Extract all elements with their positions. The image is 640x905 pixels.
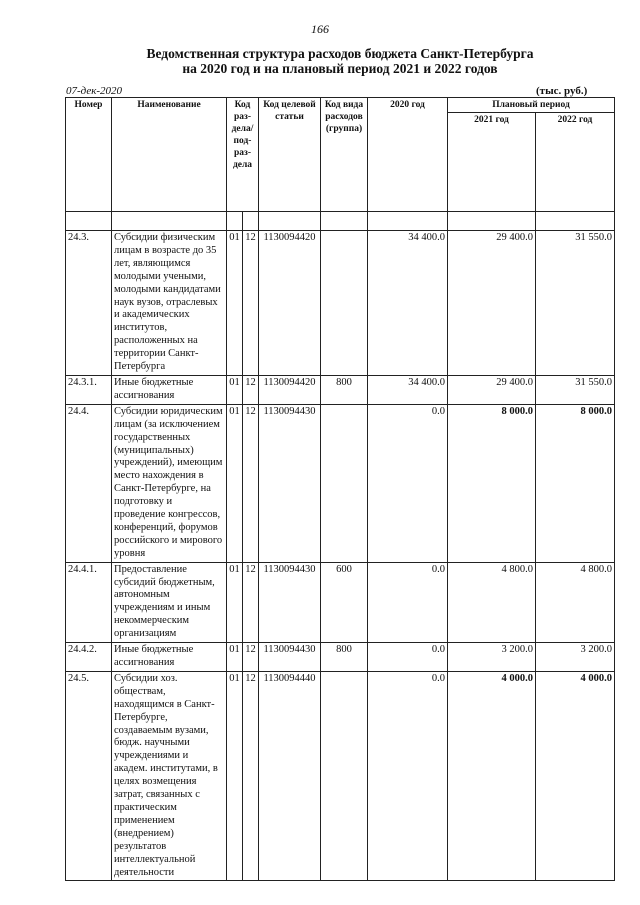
header-section-code: Код раз-дела/ под-раз-дела xyxy=(227,98,259,212)
table-row xyxy=(66,375,615,404)
value-2021: 3 200.0 xyxy=(448,643,536,672)
value-2020: 34 400.0 xyxy=(368,375,448,404)
value-2021: 29 400.0 xyxy=(448,231,536,376)
header-2021: 2021 год xyxy=(448,113,536,212)
type-code: 800 xyxy=(321,643,368,672)
subsection-code: 12 xyxy=(243,562,259,642)
value-2021: 8 000.0 xyxy=(448,404,536,562)
value-2022: 8 000.0 xyxy=(536,404,615,562)
value-2021: 4 000.0 xyxy=(448,671,536,881)
value-2021: 29 400.0 xyxy=(448,375,536,404)
target-code: 1130094430 xyxy=(259,562,321,642)
header-number: Номер xyxy=(66,98,112,212)
row-name: Субсидии хоз. обществам, находящимся в Санкт-Петербурге, создаваемым вузами, бюдж. научными учреждениями и академ. институтами, в целях возмещения затрат, связанных с практическим применением (внедрением) результатов интеллектуальной деятельности xyxy=(112,671,227,881)
value-2022: 31 550.0 xyxy=(536,375,615,404)
row-name: Субсидии физическим лицам в возрасте до 35 лет, являющимся молодыми учеными, молодыми кандидатами наук вузов, отраслевых и академических институтов, расположенных на территории Санкт-Петербурга xyxy=(112,231,227,376)
value-2020: 0.0 xyxy=(368,671,448,881)
table-row xyxy=(66,671,615,881)
table-row xyxy=(66,404,615,562)
subsection-code: 12 xyxy=(243,375,259,404)
row-name: Субсидии юридическим лицам (за исключением государственных (муниципальных) учреждений), имеющим место нахождения в Санкт-Петербурге, на подготовку и проведение конгрессов, конференций, форумов российского и мирового уровня xyxy=(112,404,227,562)
row-number: 24.5. xyxy=(66,671,112,881)
value-2022: 4 800.0 xyxy=(536,562,615,642)
units-label: (тыс. руб.) xyxy=(536,85,588,97)
subsection-code: 12 xyxy=(243,404,259,562)
table-row xyxy=(66,562,615,642)
document-title xyxy=(60,46,620,76)
type-code xyxy=(321,404,368,562)
header-2022: 2022 год xyxy=(536,113,615,212)
section-code: 01 xyxy=(227,231,243,376)
header-planned-period: Плановый период xyxy=(448,98,615,113)
section-code: 01 xyxy=(227,562,243,642)
value-2022: 4 000.0 xyxy=(536,671,615,881)
table-row xyxy=(66,231,615,376)
target-code: 1130094420 xyxy=(259,375,321,404)
row-name: Иные бюджетные ассигнования xyxy=(112,375,227,404)
row-number: 24.4.1. xyxy=(66,562,112,642)
document-date: 07-дек-2020 xyxy=(66,85,123,97)
value-2020: 34 400.0 xyxy=(368,231,448,376)
target-code: 1130094430 xyxy=(259,404,321,562)
value-2020: 0.0 xyxy=(368,562,448,642)
section-code: 01 xyxy=(227,375,243,404)
value-2022: 31 550.0 xyxy=(536,231,615,376)
subsection-code: 12 xyxy=(243,671,259,881)
title-line-1: Ведомственная структура расходов бюджета Санкт-Петербурга xyxy=(146,46,534,61)
target-code: 1130094420 xyxy=(259,231,321,376)
target-code: 1130094440 xyxy=(259,671,321,881)
table-body xyxy=(66,231,615,881)
header-spacer xyxy=(66,212,615,231)
row-number: 24.4. xyxy=(66,404,112,562)
header-row xyxy=(66,98,615,113)
type-code xyxy=(321,671,368,881)
row-number: 24.3. xyxy=(66,231,112,376)
budget-table xyxy=(65,97,615,881)
subsection-code: 12 xyxy=(243,231,259,376)
header-type-code: Код вида расходов (группа) xyxy=(321,98,368,212)
section-code: 01 xyxy=(227,404,243,562)
section-code: 01 xyxy=(227,671,243,881)
type-code: 800 xyxy=(321,375,368,404)
target-code: 1130094430 xyxy=(259,643,321,672)
header-name: Наименование xyxy=(112,98,227,212)
value-2020: 0.0 xyxy=(368,404,448,562)
header-2020: 2020 год xyxy=(368,98,448,212)
type-code: 600 xyxy=(321,562,368,642)
page-number: 166 xyxy=(311,22,329,36)
value-2021: 4 800.0 xyxy=(448,562,536,642)
table-row xyxy=(66,643,615,672)
header-target-code: Код целевой статьи xyxy=(259,98,321,212)
type-code xyxy=(321,231,368,376)
title-line-2: на 2020 год и на плановый период 2021 и 2022 годов xyxy=(182,61,498,76)
value-2020: 0.0 xyxy=(368,643,448,672)
row-name: Предоставление субсидий бюджетным, автономным учреждениям и иным некоммерческим организациям xyxy=(112,562,227,642)
section-code: 01 xyxy=(227,643,243,672)
row-name: Иные бюджетные ассигнования xyxy=(112,643,227,672)
row-number: 24.3.1. xyxy=(66,375,112,404)
value-2022: 3 200.0 xyxy=(536,643,615,672)
subsection-code: 12 xyxy=(243,643,259,672)
row-number: 24.4.2. xyxy=(66,643,112,672)
